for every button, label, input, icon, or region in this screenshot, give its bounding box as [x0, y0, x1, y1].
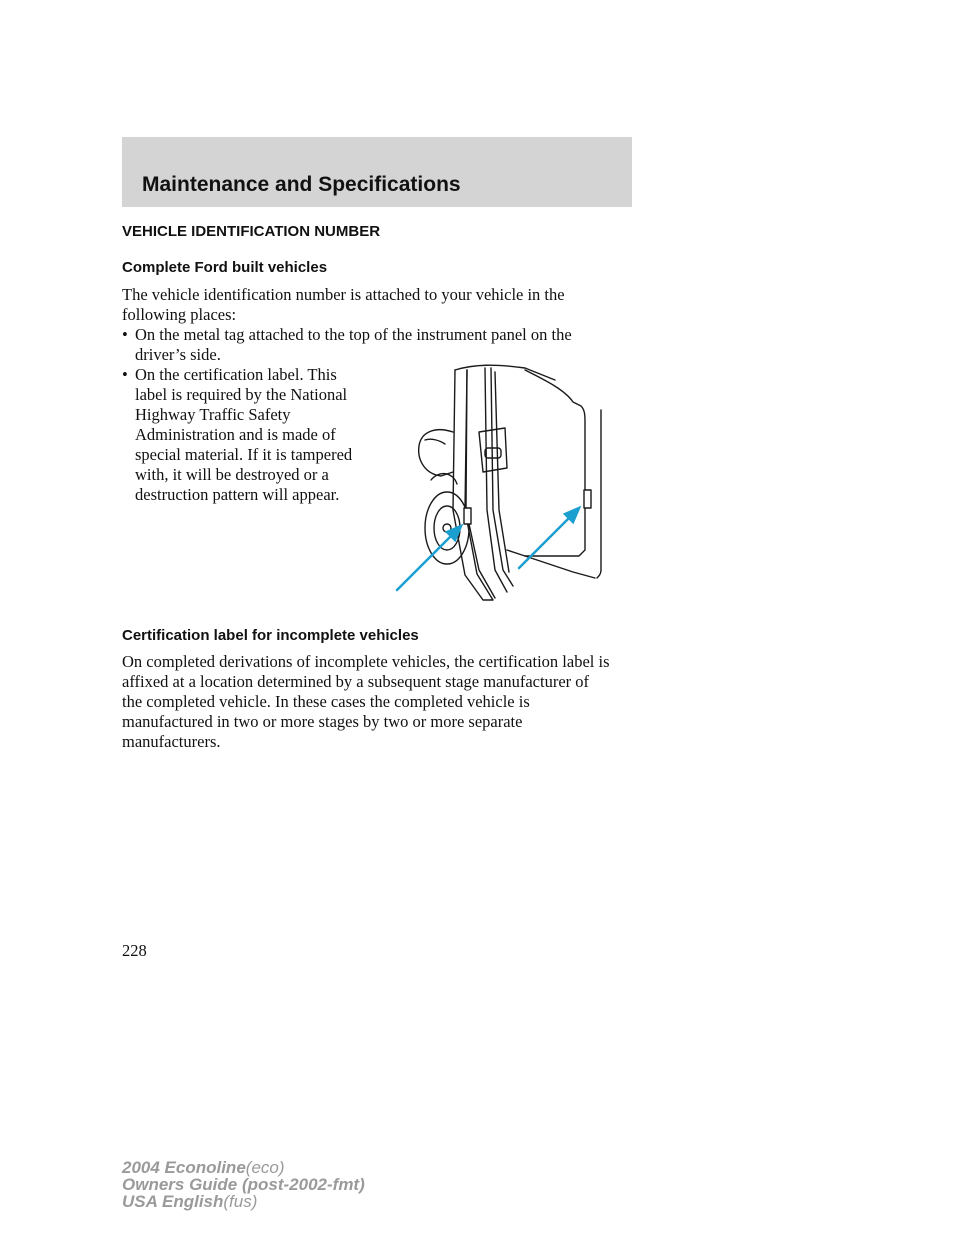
door-panel-line [495, 372, 509, 572]
bullet-line: Highway Traffic Safety [135, 405, 291, 424]
bullet-dot: • [122, 325, 128, 344]
door-edge-line [466, 370, 495, 598]
intro-line: following places: [122, 305, 237, 324]
body-line: manufacturers. [122, 732, 221, 751]
arrow-to-pillar-label [519, 516, 571, 568]
bullet-line: On the certification label. This [135, 365, 337, 384]
body-line: affixed at a location determined by a subsequent stage manufacturer of [122, 672, 590, 691]
bullet-item [122, 325, 662, 365]
mirror-detail [425, 439, 445, 444]
bullet-line: Administration and is made of [135, 425, 336, 444]
intro-paragraph [122, 285, 642, 325]
footer-language: USA English [122, 1192, 224, 1211]
vin-label-box [584, 490, 591, 508]
bullet-line: On the metal tag attached to the top of the instrument panel on the [135, 325, 572, 344]
section-subtitle: Complete Ford built vehicles [122, 259, 328, 276]
door-opening [525, 370, 585, 556]
bullet-dot: • [122, 365, 128, 384]
arrow-to-door-label [397, 534, 453, 590]
footer-guide: Owners Guide (post-2002-fmt) [122, 1175, 365, 1194]
bullet-line: driver’s side. [135, 345, 221, 364]
bullet-line: label is required by the National [135, 385, 348, 404]
bullet-line: with, it will be destroyed or a [135, 465, 329, 484]
document-footer [122, 1159, 365, 1210]
section-title: VEHICLE IDENTIFICATION NUMBER [122, 223, 381, 240]
header-band [122, 137, 632, 207]
bullet-item [122, 365, 392, 505]
body-line: manufactured in two or more stages by two or more separate [122, 712, 523, 731]
footer-model: 2004 Econoline [122, 1158, 246, 1177]
page-number: 228 [122, 941, 147, 960]
section2-paragraph [122, 652, 682, 752]
door-latch [485, 448, 501, 458]
footer-language-code: (fus) [223, 1192, 258, 1211]
mirror-outline [419, 430, 453, 476]
door-panel-line [491, 368, 513, 586]
section2-title: Certification label for incomplete vehicles [122, 627, 419, 644]
bullet-line: destruction pattern will appear. [135, 485, 340, 504]
body-line: the completed vehicle. In these cases the completed vehicle is [122, 692, 530, 711]
page-header-title: Maintenance and Specifications [142, 173, 461, 196]
vehicle-door-illustration [395, 360, 635, 610]
sill-line [507, 550, 595, 578]
certification-label-box [464, 508, 471, 524]
intro-line: The vehicle identification number is attached to your vehicle in the [122, 285, 565, 304]
bullet-line: special material. If it is tampered [135, 445, 353, 464]
body-line: On completed derivations of incomplete vehicles, the certification label is [122, 652, 610, 671]
rear-body-line [597, 410, 601, 578]
footer-model-code: (eco) [245, 1158, 285, 1177]
wheel-outline [425, 492, 469, 564]
